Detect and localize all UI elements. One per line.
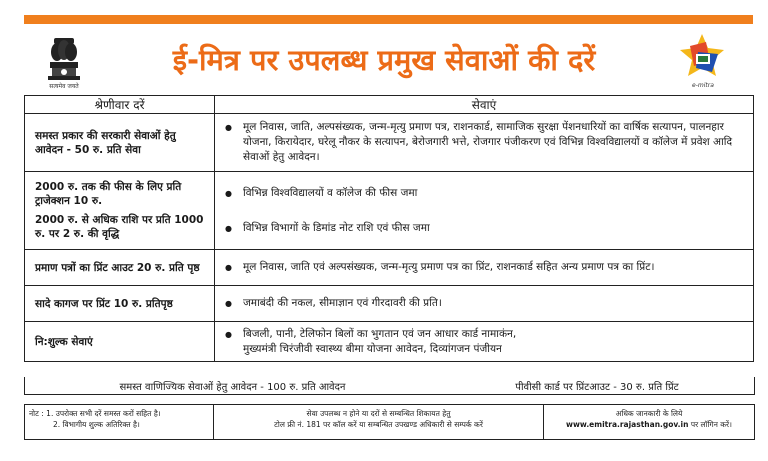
note-box bbox=[25, 405, 214, 439]
commercial-rates-row bbox=[24, 377, 755, 395]
complaint-line: सेवा उपलब्ध न होने या दरों से सम्बन्धित शिकायत हेतु bbox=[306, 409, 451, 418]
column-header-services: सेवाएं bbox=[215, 96, 754, 114]
rate-cell bbox=[25, 322, 215, 362]
note-line: 2. विभागीय शुल्क अतिरिक्त है। bbox=[53, 420, 140, 429]
rate-text: सादे कागज पर प्रिंट 10 रु. प्रतिपृष्ठ bbox=[35, 297, 173, 310]
rate-text: नि:शुल्क सेवाएं bbox=[35, 335, 93, 348]
services-cell bbox=[215, 114, 754, 172]
emblem-caption: सत्यमेव जयते bbox=[49, 83, 79, 90]
rate-cell bbox=[25, 172, 215, 250]
services-cell bbox=[215, 172, 754, 250]
services-cell bbox=[215, 286, 754, 322]
column-header-rates: श्रेणीवार दरें bbox=[25, 96, 215, 114]
rate-cell bbox=[25, 114, 215, 172]
note-line: नोट : 1. उपरोक्त सभी दरें समस्त करों सहित है। bbox=[29, 409, 161, 418]
table-row bbox=[25, 250, 754, 286]
rates-table bbox=[24, 95, 754, 362]
rate-text: प्रमाण पत्रों का प्रिंट आउट 20 रु. प्रति पृष्ठ bbox=[35, 261, 200, 274]
table-row bbox=[25, 286, 754, 322]
table-row bbox=[25, 114, 754, 172]
rate-cell bbox=[25, 286, 215, 322]
services-cell bbox=[215, 322, 754, 362]
table-header-row bbox=[25, 96, 754, 114]
rate-text: समस्त प्रकार की सरकारी सेवाओं हेतु आवेदन - 50 रु. प्रति सेवा bbox=[35, 129, 176, 156]
services-cell bbox=[215, 250, 754, 286]
rate-cell bbox=[25, 250, 215, 286]
table-row bbox=[25, 172, 754, 250]
service-item: ● बिजली, पानी, टेलिफोन बिलों का भुगतान एवं जन आधार कार्ड नामाकंन, bbox=[223, 327, 747, 342]
logo-caption: e-mitra bbox=[692, 82, 714, 89]
emitra-logo-icon bbox=[676, 32, 728, 84]
commercial-services-rate: समस्त वाणिज्यिक सेवाओं हेतु आवेदन - 100 रु. प्रति आवेदन bbox=[119, 381, 346, 393]
service-item: ● मूल निवास, जाति एवं अल्पसंख्यक, जन्म-मृत्यु प्रमाण पत्र का प्रिंट, राशनकार्ड सहित अन्य प्रमाण पत्र का प्रिंट। bbox=[223, 260, 747, 275]
complaint-line: टोल फ्री नं. 181 पर कॉल करें या सम्बन्धित उपखण्ड अधिकारी से सम्पर्क करें bbox=[274, 420, 483, 429]
service-item: ● विभिन्न विश्वविद्यालयों व कॉलेज की फीस जमा bbox=[223, 186, 747, 201]
info-line: अधिक जानकारी के लिये bbox=[615, 409, 683, 418]
table-row bbox=[25, 322, 754, 362]
website-link[interactable]: www.emitra.rajasthan.gov.in bbox=[566, 420, 689, 429]
rate-text: 2000 रु. से अधिक राशि पर प्रति 1000 रु. पर 2 रु. की वृद्धि bbox=[35, 214, 204, 240]
info-box bbox=[544, 405, 754, 439]
rate-text: 2000 रु. तक की फीस के लिए प्रति ट्राजेक्शन 10 रु. bbox=[35, 181, 182, 207]
top-orange-bar bbox=[24, 15, 753, 24]
service-item: ● मूल निवास, जाति, अल्पसंख्यक, जन्म-मृत्यु प्रमाण पत्र, राशनकार्ड, सामाजिक सुरक्षा पेंशनधारियों का वार्षिक सत्यापन, पालनहार योजना, किरायेदार, घरेलू नौकर के सत्यापन, बेरोजगारी भत्ते, रोजगार पंजीकरण एवं विभिन्न विश्वविद्यालयों व कॉलेज में प्रवेश आदि सेवाओं हेतु आवेदन। bbox=[223, 120, 747, 165]
service-item: ● जमाबंदी की नकल, सीमाज्ञान एवं गीरदावरी की प्रति। bbox=[223, 296, 747, 311]
pvc-card-rate: पीवीसी कार्ड पर प्रिंटआउट - 30 रु. प्रति प्रिंट bbox=[515, 381, 679, 393]
page-title: ई-मित्र पर उपलब्ध प्रमुख सेवाओं की दरें bbox=[172, 43, 596, 77]
footer-notes bbox=[24, 404, 755, 440]
info-suffix: पर लॉगिन करें। bbox=[688, 420, 732, 429]
service-item: ● विभिन्न विभागों के डिमांड नोट राशि एवं फीस जमा bbox=[223, 221, 747, 236]
complaint-box bbox=[214, 405, 544, 439]
service-item-continued: मुख्यमंत्री चिरंजीवी स्वास्थ्य बीमा योजना आवेदन, दिव्यांगजन पंजीयन bbox=[243, 342, 502, 355]
